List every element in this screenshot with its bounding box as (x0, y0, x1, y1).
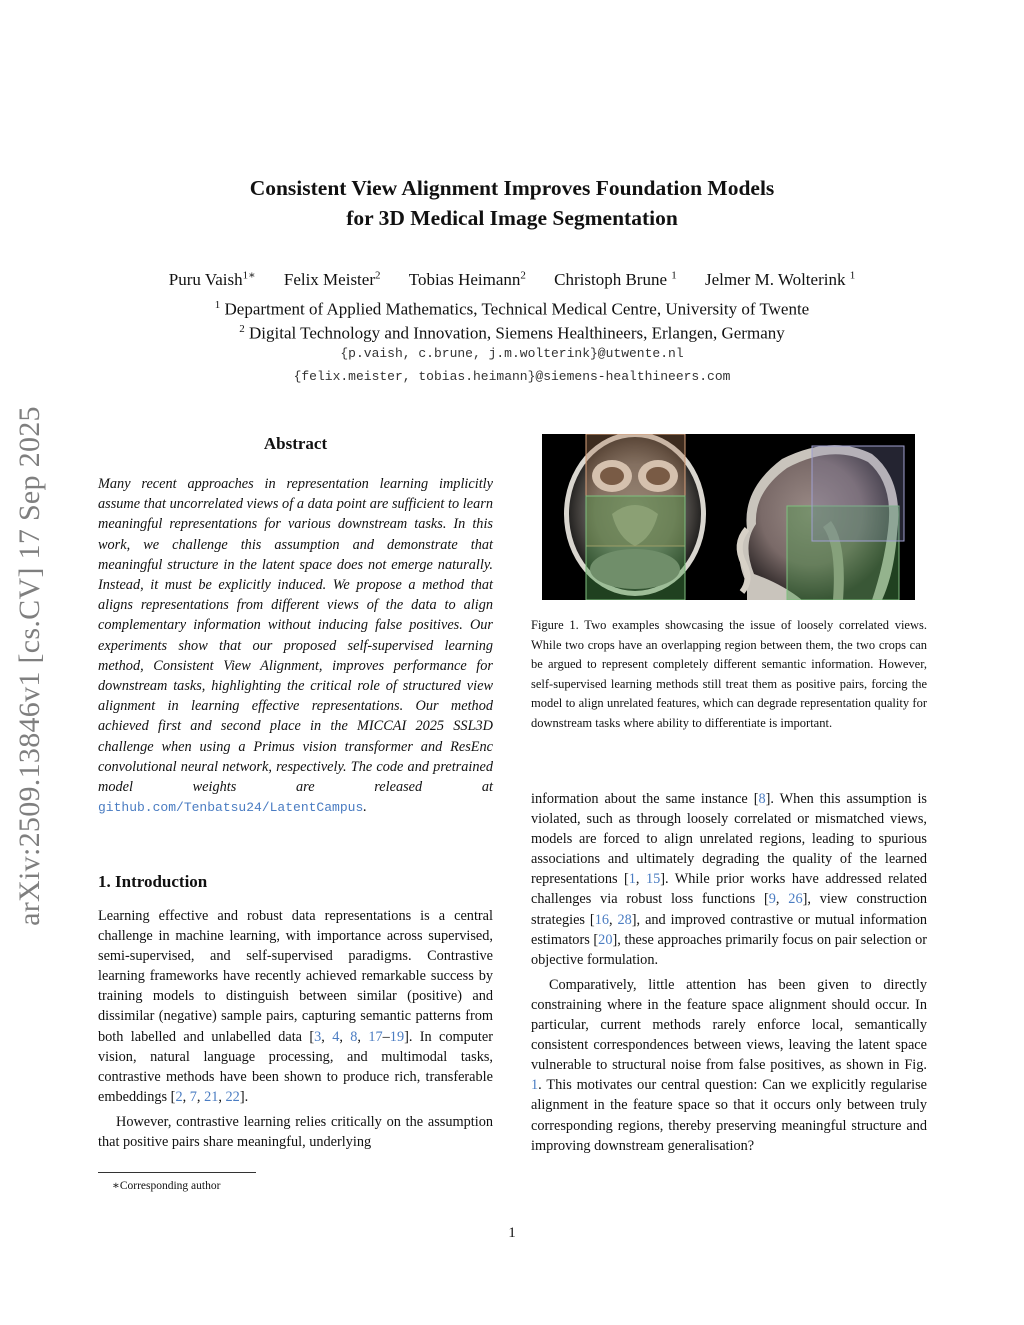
citation-link[interactable]: 15 (645, 871, 661, 888)
right-paragraph-2: Comparatively, little attention has been given to directly constraining where in the feature space alignment should occur. In particular, current methods rarely enforce local, semantically consistent correspondences between views, leaving the latent space vulnerable to structural noise from false positives, as shown in Fig. 1. This motivates our central question: Can we explicitly regularise alignment in the feature space so that it occurs only between truly corresponding regions, thereby preserving meaningful structure and improving downstream generalisation? (531, 976, 927, 1154)
code-link[interactable]: github.com/Tenbatsu24/LatentCampus (98, 800, 364, 816)
citation-link[interactable]: 1 (628, 871, 636, 888)
figure-1-caption: Figure 1. Two examples showcasing the issue of loosely correlated views. While two crops have an overlapping region between them, the two crops can be argued to represent completely different semantic information. However, self-supervised learning methods still treat them as positive pairs, forcing the model to align unrelated features, which can degrade representation quality for downstream tasks where ability to differentiate is important. (531, 618, 927, 730)
citation-link[interactable]: 20 (598, 931, 613, 948)
arxiv-id: arXiv:2509.13846v1 [cs.CV] 17 Sep 2025 (13, 405, 46, 926)
right-paragraph-1: information about the same instance [8]. When this assumption is violated, such as through loosely correlated or mismatched views, models are forced to align unrelated regions, leading to spurious associations and ultimately degrading the quality of the learned representations [1, 15]. While prior works have addressed related challenges via robust loss functions [9, 26], view construction strategies [16, 28], and improved contrastive or mutual information estimators [20], these approaches primarily focus on pair selection or objective formulation. (531, 791, 927, 968)
citation-link[interactable]: 7 (189, 1088, 197, 1105)
author: Tobias Heimann$^2$ (408, 269, 526, 289)
author-list (100, 268, 924, 292)
citation-link[interactable]: 28 (617, 911, 632, 928)
author: Felix Meister$^2$ (283, 269, 381, 289)
title-line-1: Consistent View Alignment Improves Foundation Models (249, 176, 775, 200)
citation-link[interactable]: 17 (368, 1028, 383, 1045)
intro-paragraph-2: However, contrastive learning relies critically on the assumption that positive pairs share meaningful, underlying (98, 1113, 493, 1151)
author: Christoph Brune $^1$ (554, 269, 677, 289)
citation-link[interactable]: 4 (332, 1028, 340, 1045)
affiliation-1: $^1$ Department of Applied Mathematics, Technical Medical Centre, University of Twente (214, 299, 810, 319)
citation-link[interactable]: 8 (350, 1028, 358, 1045)
citation-link[interactable]: 16 (594, 911, 609, 928)
citation-link[interactable]: 22 (225, 1088, 240, 1105)
abstract-heading: Abstract (263, 434, 328, 453)
email-line-2: {felix.meister, tobias.heimann}@siemens-healthineers.com (293, 369, 731, 384)
affiliation-2: $^2$ Digital Technology and Innovation, Siemens Healthineers, Erlangen, Germany (239, 323, 785, 343)
citation-link[interactable]: 9 (768, 891, 776, 908)
author: Jelmer M. Wolterink $^1$ (705, 269, 856, 289)
author: Puru Vaish$^{1∗}$ (168, 269, 256, 289)
right-column-body (531, 789, 927, 1156)
footnote: ∗Corresponding author (112, 1180, 221, 1192)
section-heading-introduction: 1. Introduction (98, 872, 208, 891)
citation-link[interactable]: 3 (314, 1028, 322, 1045)
introduction-body (98, 906, 493, 1152)
email-line-1: {p.vaish, c.brune, j.m.wolterink}@utwente.nl (340, 346, 684, 361)
figure-1-image (542, 434, 915, 600)
citation-link[interactable]: 8 (758, 791, 766, 807)
page-number: 1 (508, 1225, 516, 1241)
paper-title (150, 173, 874, 233)
intro-paragraph-1: Learning effective and robust data representations is a central challenge in machine learning, with importance across supervised, semi-supervised, and self-supervised paradigms. Contrastive learning frameworks have recently achieved remarkable success by training models to distinguish between similar (positive) and dissimilar (negative) sample pairs, capturing semantic patterns from both labelled and unlabelled data [3, 4, 8, 17–19]. In computer vision, natural language processing, and multimodal tasks, contrastive methods have been shown to produce rich, transferable embeddings [2, 7, 21, 22]. (98, 908, 493, 1105)
abstract-text: Many recent approaches in representation learning implicitly assume that uncorrelated views of a data point are sufficient to learn meaningful representations for various downstream tasks. In this work, we challenge this assumption and demonstrate that meaningful structure in the latent space does not emerge naturally. Instead, it must be explicitly induced. We propose a method that aligns representations from different views of the data to align complementary information without inducing false positives. Our experiments show that our proposed self-supervised learning method, Consistent View Alignment, improves performance for downstream tasks, highlighting the critical role of structured view alignment in learning effective representations. Our method achieved first and second place in the MICCAI 2025 SSL3D challenge when using a Primus vision transformer and ResEnc convolutional neural network, respectively. The code and pretrained model weights are released at github.com/Tenbatsu24/LatentCampus. (98, 476, 493, 816)
citation-link[interactable]: 21 (204, 1088, 219, 1105)
citation-link[interactable]: 2 (175, 1088, 183, 1105)
citation-link[interactable]: 26 (788, 891, 803, 908)
citation-link[interactable]: 19 (389, 1028, 405, 1045)
arxiv-sidebar (10, 373, 50, 958)
footnote-rule (98, 1172, 256, 1173)
figure-reference-link[interactable]: 1 (531, 1077, 539, 1094)
mri-scans-illustration (542, 434, 915, 600)
title-line-2: for 3D Medical Image Segmentation (346, 206, 678, 230)
